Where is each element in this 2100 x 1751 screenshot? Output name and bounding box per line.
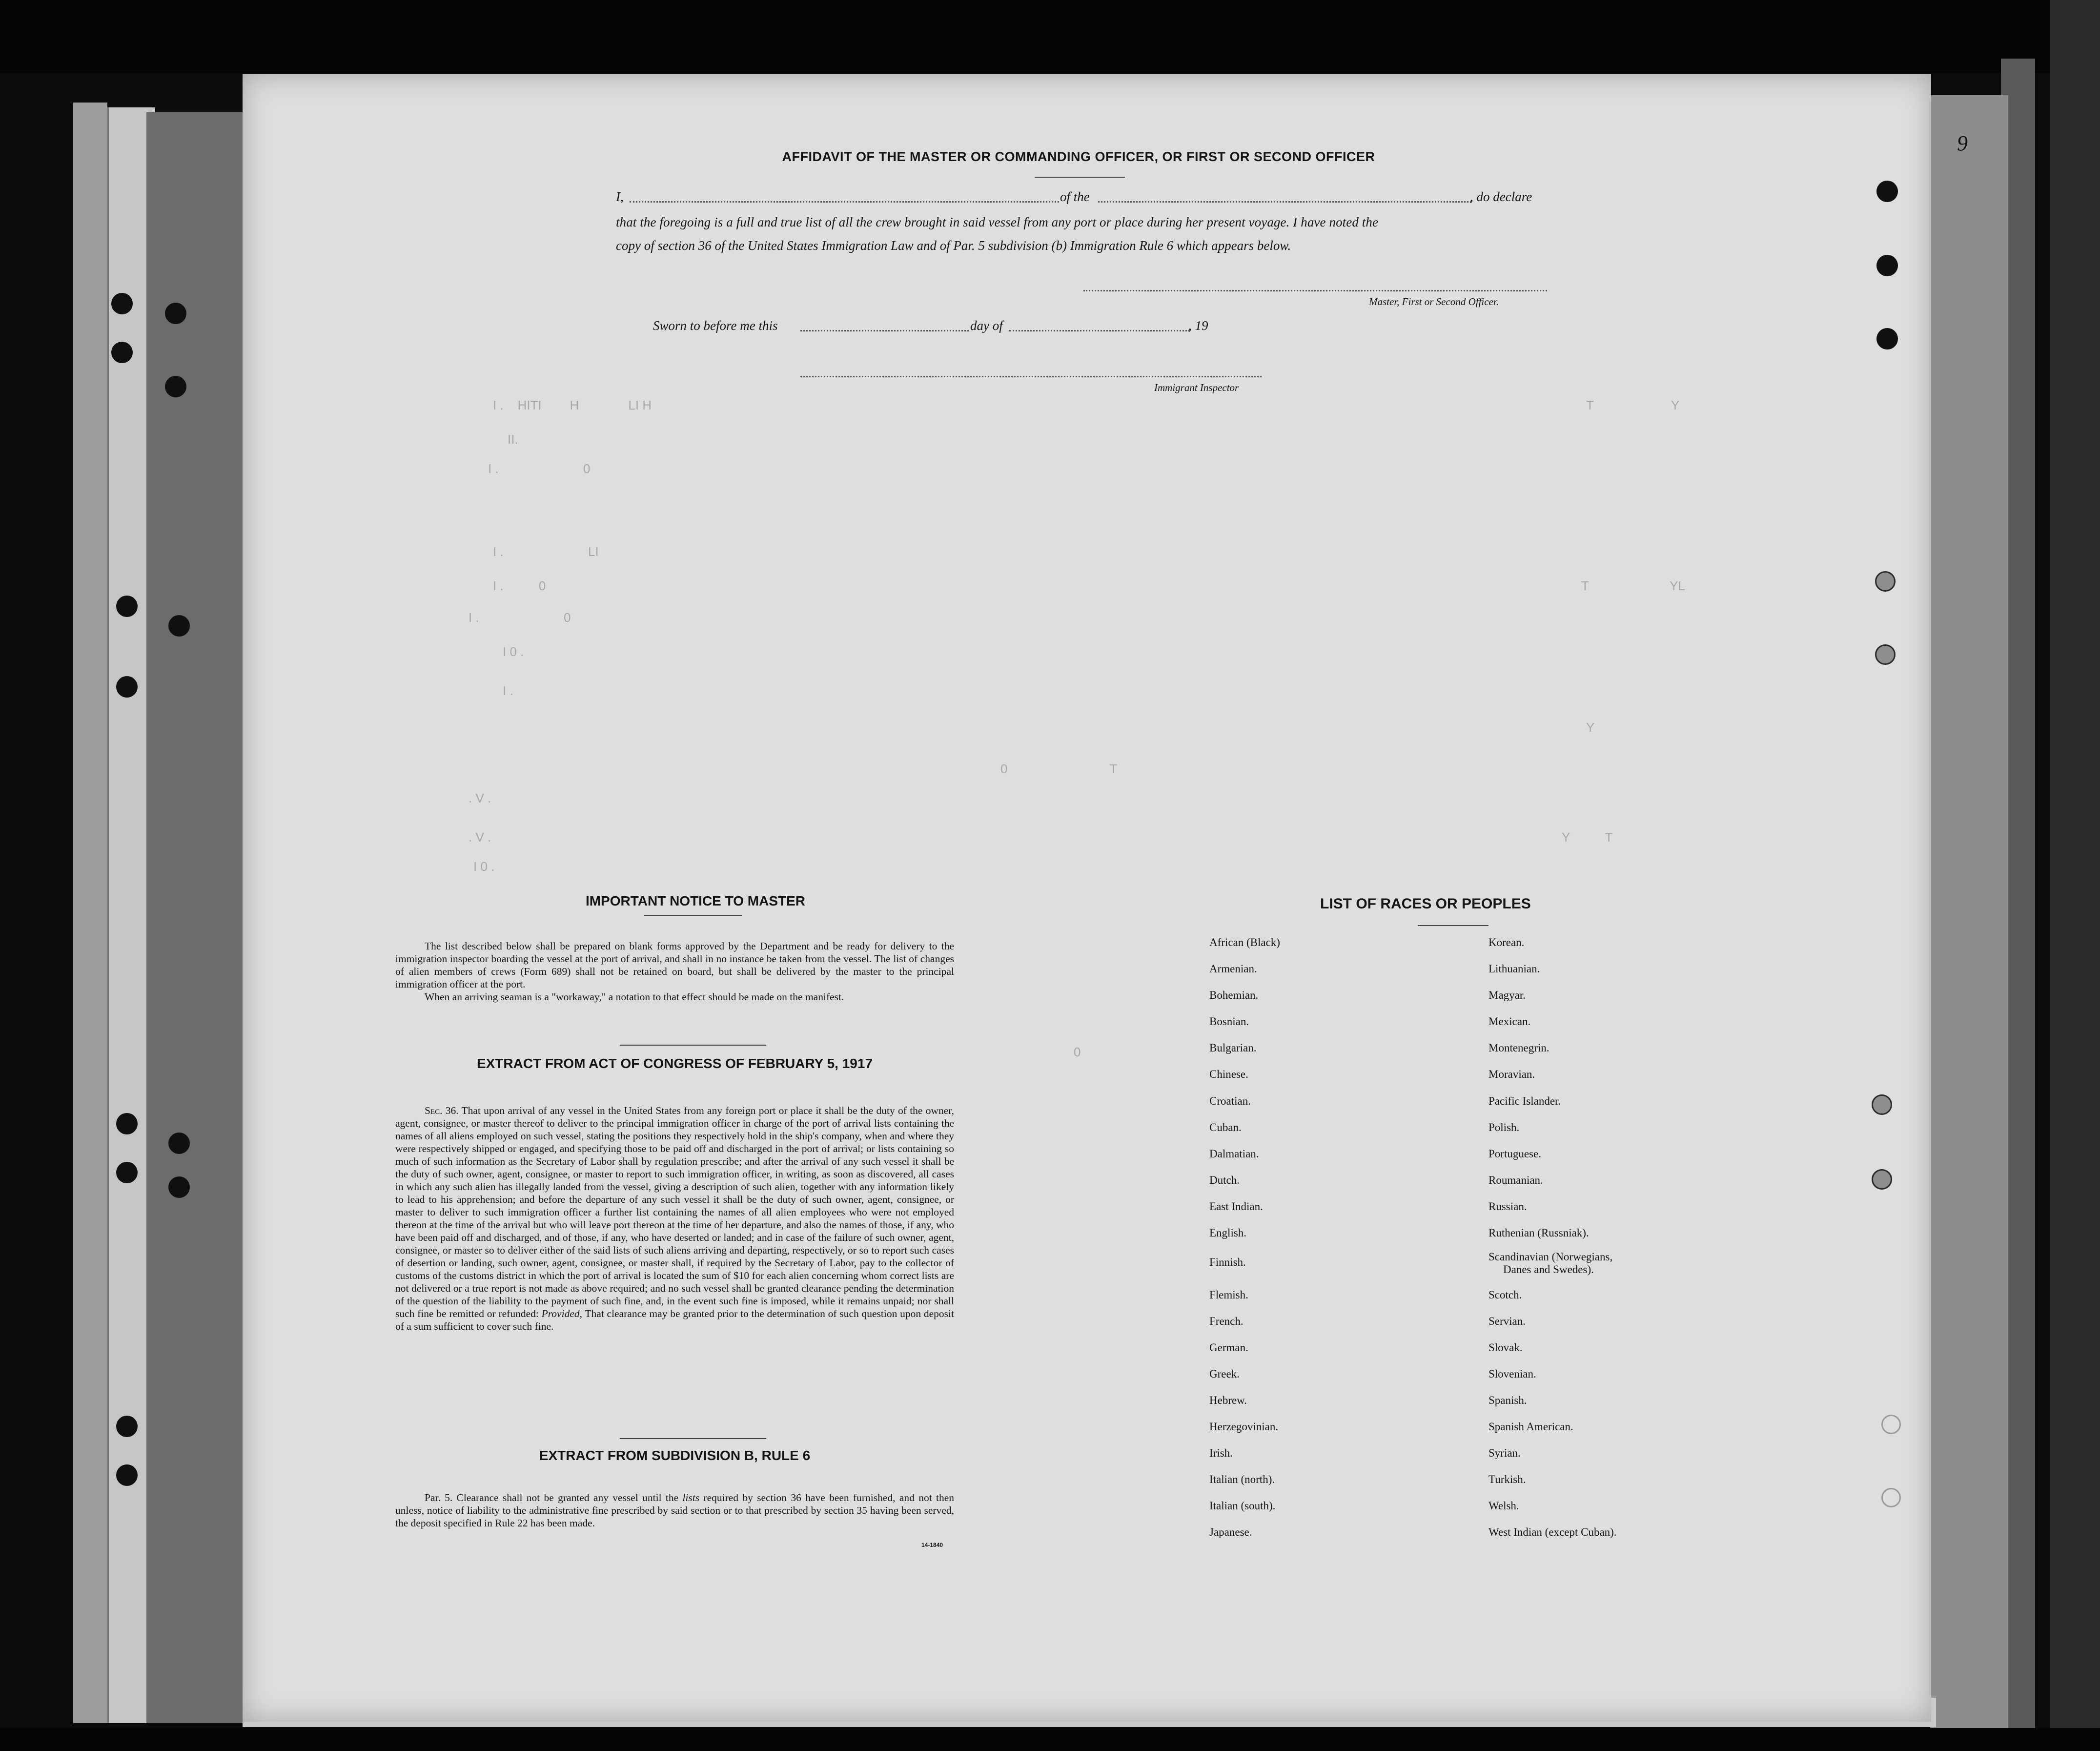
bleed-through-mark: I 0 . — [503, 644, 524, 659]
race-list-item: Montenegrin. — [1488, 1042, 1550, 1054]
race-list-item: Pacific Islander. — [1488, 1095, 1561, 1107]
extract-rule-title: EXTRACT FROM SUBDIVISION B, RULE 6 — [539, 1448, 811, 1463]
sworn-month-blank — [1009, 330, 1190, 331]
race-list-item: Syrian. — [1488, 1447, 1521, 1459]
page-hole — [1875, 644, 1896, 665]
race-list-item: Finnish. — [1209, 1256, 1246, 1268]
race-list-item: Italian (south). — [1209, 1500, 1276, 1512]
races-title: LIST OF RACES OR PEOPLES — [1320, 896, 1531, 912]
scan-right-border — [2050, 0, 2100, 1751]
form-number: 14-1840 — [921, 1542, 943, 1548]
race-list-item: African (Black) — [1209, 936, 1280, 948]
extract-act-title: EXTRACT FROM ACT OF CONGRESS OF FEBRUARY 5, 1917 — [476, 1056, 873, 1071]
bleed-through-mark: 0 — [1074, 1045, 1081, 1059]
rule-text: Par. 5. Clearance shall not be granted any vessel until the — [425, 1492, 679, 1504]
race-list-item: Roumanian. — [1488, 1174, 1543, 1186]
race-list-item: Polish. — [1488, 1121, 1520, 1133]
race-list-item: Cuban. — [1209, 1121, 1242, 1133]
race-list-item: Welsh. — [1488, 1500, 1519, 1512]
binder-strip — [73, 103, 107, 1723]
rule-text-cont: required by section 36 have been furnished, and not then unless, notice of liability to the administrative fine prescribed by said section or to that prescribed by section 35 having been served, the deposit specified in Rule 22 has been made. — [395, 1492, 954, 1529]
name-blank — [630, 201, 1059, 203]
affidavit-i: I, — [616, 189, 624, 204]
vessel-blank — [1098, 201, 1471, 203]
notice-paragraph: When an arriving seaman is a "workaway," a notation to that effect should be made on the manifest. — [425, 991, 844, 1003]
binder-hole — [116, 596, 138, 617]
race-list-item: Chinese. — [1209, 1068, 1248, 1080]
underlying-page-edge — [1930, 95, 2008, 1735]
bleed-through-mark: I . LI — [493, 544, 599, 559]
race-list-item: Spanish American. — [1488, 1421, 1573, 1433]
signature-label: Master, First or Second Officer. — [1369, 296, 1499, 308]
race-list-item: East Indian. — [1209, 1200, 1263, 1213]
race-list-item: Croatian. — [1209, 1095, 1251, 1107]
extract-act-body — [395, 1104, 954, 1333]
binder-hole — [116, 1464, 138, 1486]
signature-line — [1083, 290, 1547, 291]
affidavit-statement: that the foregoing is a full and true list of all the crew brought in said vessel from any port or place during her present voyage. I have noted the — [616, 215, 1379, 229]
extract-rule-body — [395, 1491, 954, 1529]
binder-hole — [116, 1416, 138, 1437]
race-list-item: Turkish. — [1488, 1473, 1526, 1485]
binder-hole — [116, 676, 138, 698]
inspector-signature-line — [800, 376, 1262, 377]
race-list-item: Ruthenian (Russniak). — [1488, 1227, 1589, 1239]
year-label: , 19 — [1188, 318, 1208, 333]
race-list-item: Lithuanian. — [1488, 963, 1540, 975]
bleed-through-mark: I 0 . — [473, 859, 495, 874]
page-hole — [1872, 1169, 1892, 1190]
page-hole — [1876, 255, 1898, 276]
lists-term: lists — [682, 1492, 700, 1504]
scan-bottom-border — [0, 1728, 2100, 1751]
binder-hole — [116, 1113, 138, 1134]
race-list-item: Irish. — [1209, 1447, 1233, 1459]
bleed-through-mark: Y — [1586, 720, 1595, 735]
race-list-item: German. — [1209, 1341, 1248, 1354]
binder-hole — [111, 342, 133, 363]
race-list-item: Moravian. — [1488, 1068, 1535, 1080]
race-list-item: Russian. — [1488, 1200, 1527, 1213]
affidavit-of-the: of the — [1060, 189, 1090, 204]
page-hole — [1872, 1094, 1892, 1115]
notice-paragraph: The list described below shall be prepared on blank forms approved by the Department and be ready for delivery to the immigration inspector boarding the vessel at the port of arrival, and shall in no instance be taken from the vessel. The list of changes of alien members of crews (Form 689) shall not be retained on board, but shall be delivered by the master to the principal immigration officer at the port. — [395, 940, 954, 990]
race-list-item: Armenian. — [1209, 963, 1257, 975]
race-list-item: Dalmatian. — [1209, 1148, 1259, 1160]
title-divider — [1035, 177, 1125, 178]
section-divider — [620, 1045, 766, 1046]
binder-hole — [168, 615, 190, 637]
race-list-item: Servian. — [1488, 1315, 1526, 1327]
page-hole — [1876, 181, 1898, 202]
sworn-day-blank — [800, 330, 969, 331]
notice-title: IMPORTANT NOTICE TO MASTER — [585, 893, 806, 908]
race-list-item: Scandinavian (Norwegians, — [1488, 1251, 1613, 1263]
race-list-item: Slovenian. — [1488, 1368, 1536, 1380]
binder-strip — [146, 112, 244, 1723]
race-list-item: English. — [1209, 1227, 1247, 1239]
page-number-note: 9 — [1957, 131, 1968, 155]
bleed-through-mark: Y T — [1562, 830, 1613, 845]
section-divider — [620, 1438, 766, 1439]
race-list-item: Hebrew. — [1209, 1394, 1247, 1406]
race-list-item: Slovak. — [1488, 1341, 1523, 1354]
bleed-through-mark: I . 0 — [493, 578, 546, 593]
binder-hole — [168, 1176, 190, 1198]
race-list-item: Greek. — [1209, 1368, 1240, 1380]
bleed-through-mark: . V . — [469, 830, 491, 845]
binder-hole — [116, 1162, 138, 1183]
race-list-item: Magyar. — [1488, 989, 1526, 1001]
race-list-item: Bosnian. — [1209, 1015, 1249, 1028]
binder-hole — [168, 1133, 190, 1154]
race-list-item: Japanese. — [1209, 1526, 1252, 1538]
section-36-text-end: That clearance may be granted prior to the determination of such question upon deposit of a sum sufficient to cover such fine. — [395, 1308, 954, 1332]
binder-hole — [165, 376, 186, 397]
page-hole — [1881, 1415, 1901, 1434]
binder-hole — [111, 293, 133, 314]
section-36-text: That upon arrival of any vessel in the United States from any foreign port or place it shall be the duty of the owner, agent, consignee, or master thereof to deliver to the principal immigration officer in charge of the port of arrival lists containing the names of all aliens employed on such vessel, stating the positions they respectively hold in the ship's company, when and where they were respectively shipped or engaged, and specifying those to be paid off and discharged in the port of arrival; or lists containing so much of such information as the Secretary of Labor shall by regulation prescribe; and after the arrival of any such vessel it shall be the duty of such owner, agent, consignee, or master to report to such immigration officer, in writing, as soon as discovered, all cases in which any such alien has illegally landed from the vessel, giving a description of such alien, together with any information likely to lead to his apprehension; and before the departure of any such vessel it shall be the duty of such owner, agent, consignee, or master to deliver to such immigration officer a further list containing the names of all alien employees who were not employed thereon at the time of the arrival but who will leave port thereon at the time of her departure, and also the names of those, if any, who have been paid off and discharged, and of those, if any, who have deserted or landed; and in case of the failure of such owner, agent, consignee, or master so to deliver either of the said lists of such aliens arriving and departing, respectively, or so to report such cases of desertion or landing, such owner, agent, consignee, or master shall, if required by the Secretary of Labor, pay to the collector of customs of the customs district in which the port of arrival is located the sum of $10 for each alien concerning whom correct lists are not delivered or a true report is not made as above required; and no such vessel shall be granted clearance pending the determination of the question of the liability to the payment of such fine, and, in the event such fine is imposed, while it remains unpaid; nor shall such fine be remitted or refunded: — [395, 1105, 954, 1319]
bleed-through-mark: I . — [503, 683, 513, 698]
bleed-through-mark: 0 T — [1000, 762, 1118, 776]
scan-top-border — [0, 0, 2100, 73]
page-hole — [1875, 571, 1896, 592]
bleed-through-mark: I . 0 — [469, 610, 571, 625]
race-list-item: Bohemian. — [1209, 989, 1259, 1001]
bleed-through-mark: I . 0 — [488, 461, 591, 476]
day-of-label: day of — [970, 318, 1003, 333]
bleed-through-mark: I . HITI H LI H — [493, 398, 652, 412]
race-list-item: Korean. — [1488, 936, 1525, 948]
inspector-label: Immigrant Inspector — [1154, 382, 1239, 393]
race-list-item: Danes and Swedes). — [1503, 1263, 1594, 1276]
section-label: Sec. 36. — [425, 1105, 459, 1116]
race-list-item: Mexican. — [1488, 1015, 1531, 1028]
sworn-label: Sworn to before me this — [653, 318, 778, 333]
notice-divider — [644, 915, 742, 916]
bleed-through-mark: T Y — [1586, 398, 1680, 412]
race-list-item: West Indian (except Cuban). — [1488, 1526, 1617, 1538]
race-list-item: Herzegovinian. — [1209, 1421, 1279, 1433]
affidavit-statement-cont: copy of section 36 of the United States Immigration Law and of Par. 5 subdivision (b) Immigration Rule 6 which appears below. — [616, 238, 1291, 253]
race-list-item: Spanish. — [1488, 1394, 1527, 1406]
provided-term: Provided, — [541, 1308, 582, 1319]
race-list-item: Italian (north). — [1209, 1473, 1275, 1485]
page-hole — [1876, 328, 1898, 350]
race-list-item: Portuguese. — [1488, 1148, 1541, 1160]
binder-hole — [165, 303, 186, 324]
bleed-through-mark: . V . — [469, 791, 491, 805]
race-list-item: French. — [1209, 1315, 1244, 1327]
bleed-through-mark: T YL — [1581, 578, 1685, 593]
race-list-item: Flemish. — [1209, 1289, 1248, 1301]
page-hole — [1881, 1488, 1901, 1507]
bleed-through-mark: II. — [508, 432, 518, 447]
race-list-item: Dutch. — [1209, 1174, 1240, 1186]
races-divider — [1418, 925, 1488, 926]
affidavit-do-declare: , do declare — [1470, 189, 1532, 204]
race-list-item: Bulgarian. — [1209, 1042, 1257, 1054]
race-list-item: Scotch. — [1488, 1289, 1522, 1301]
affidavit-title: AFFIDAVIT OF THE MASTER OR COMMANDING OFFICER, OR FIRST OR SECOND OFFICER — [782, 149, 1375, 164]
notice-body — [395, 940, 954, 1003]
